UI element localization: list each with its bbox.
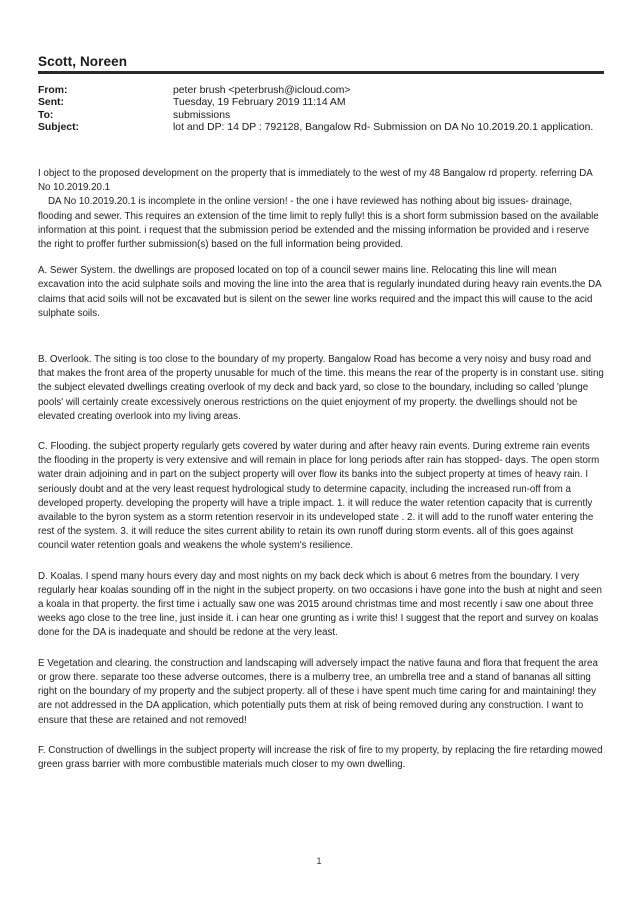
koalas-paragraph: D. Koalas. I spend many hours every day and most nights on my back deck which is about 6 metres from the boundary. I very regularly hear koalas sounding off in the night in the subject property. on two occasions i have gone into the bush at night and seen a koala in that property. the first time i actually saw one was 2015 around christmas time and most recently i saw one about three weeks ago close to the tree line, just inside it. i can hear one grunting as i write this! I suggest that the report and survey on koalas done for the DA is inadequate and should be redone at the very least. — [38, 570, 602, 639]
intro-paragraph: I object to the proposed development on the property that is immediately to the west of my 48 Bangalow rd property. referring DA No 10.2019.20.1 — [38, 168, 593, 194]
subject-value: lot and DP: 14 DP : 792128, Bangalow Rd- Submission on DA No 10.2019.20.1 application. — [173, 121, 594, 133]
to-label: To: — [38, 109, 54, 121]
header-divider — [38, 71, 604, 74]
subject-row — [38, 122, 608, 134]
vegetation-paragraph: E Vegetation and clearing. the construction and landscaping will adversely impact the native fauna and flora that frequent the area or grow there. separate too these adverse outcomes, there is a mulberry tree, an umbrella tree and a stand of bananas all sitting right on the boundary of my property and the subject property. all of these i have spent much time caring for and maintaining! they are not addressed in the DA application, which potentially puts them at risk of being removed during any construction. I want to ensure that these are retained and not removed! — [38, 657, 598, 726]
from-row — [38, 85, 608, 97]
sewer-system-paragraph: A. Sewer System. the dwellings are proposed located on top of a council sewer mains line. Relocating this line will mean excavation into the acid sulphate soils and moving the line into the area that is regularly inundated during heavy rain events.the DA claims that acid soils will not be excavated but is silent on the sewer line works required and the impact this will cause to the acid sulphate soils. — [38, 265, 602, 319]
page-number: 1 — [316, 856, 322, 866]
to-row — [38, 110, 608, 122]
subject-label: Subject: — [38, 121, 79, 133]
recipient-name: Scott, Noreen — [38, 54, 128, 69]
fire-risk-paragraph: F. Construction of dwellings in the subject property will increase the risk of fire to my property, by replacing the fire retarding mowed green grass barrier with more combustible materials much closer to my own dwelling. — [38, 744, 603, 770]
sent-value: Tuesday, 19 February 2019 11:14 AM — [173, 97, 346, 109]
incomplete-da-paragraph: DA No 10.2019.20.1 is incomplete in the online version! - the one i have reviewed has nothing about big issues- drainage, flooding and sewer. This requires an extension of the time limit to reply fully! this is a short form submission based on the available information at this point. i request that the submission period be extended and the missing information be provided and i reserve the right to proffer further submission(s) based on the full information being provided. — [38, 196, 599, 251]
email-body — [38, 167, 604, 772]
from-label: From: — [38, 85, 68, 96]
flooding-paragraph: C. Flooding. the subject property regularly gets covered by water during and after heavy rain events. During extreme rain events the flooding in the property is very extensive and will remain in place for long periods after rain has stopped- days. The open storm water drain adjoining and in part on the subject property will over flow its banks into the subject property at times of heavy rain. I seriously doubt and at the very least request hydrological study to determine capacity, including the increased run-off from a developed property. developing the property will have a triple impact. 1. it will reduce the water retention capacity that is currently available to the byron system as a storm retention reservoir in its undeveloped state . 2. it will add to the runoff water entering the rest of the system. 3. it will reduce the sites current ability to retain its own runoff during storm events. all of this goes against council water retention goals and weakens the whole system's resilience. — [38, 441, 600, 552]
from-value: peter brush <peterbrush@icloud.com> — [173, 85, 351, 96]
sent-row — [38, 97, 608, 109]
email-header — [38, 85, 608, 134]
overlook-paragraph: B. Overlook. The siting is too close to the boundary of my property. Bangalow Road has become a very noisy and busy road and that makes the front area of the property unusable for much of the time. this means the rear of the property is in constant use. siting the subject elevated dwellings creating overlook of my deck and back yard, so close to the boundary, including so called 'plunge pools' will certainly create excessively onerous restrictions on the quiet enjoyment of my property. the dwellings should not be elevated creating overlook into my living areas. — [38, 354, 604, 422]
to-value: submissions — [173, 109, 231, 121]
sent-label: Sent: — [38, 97, 64, 109]
